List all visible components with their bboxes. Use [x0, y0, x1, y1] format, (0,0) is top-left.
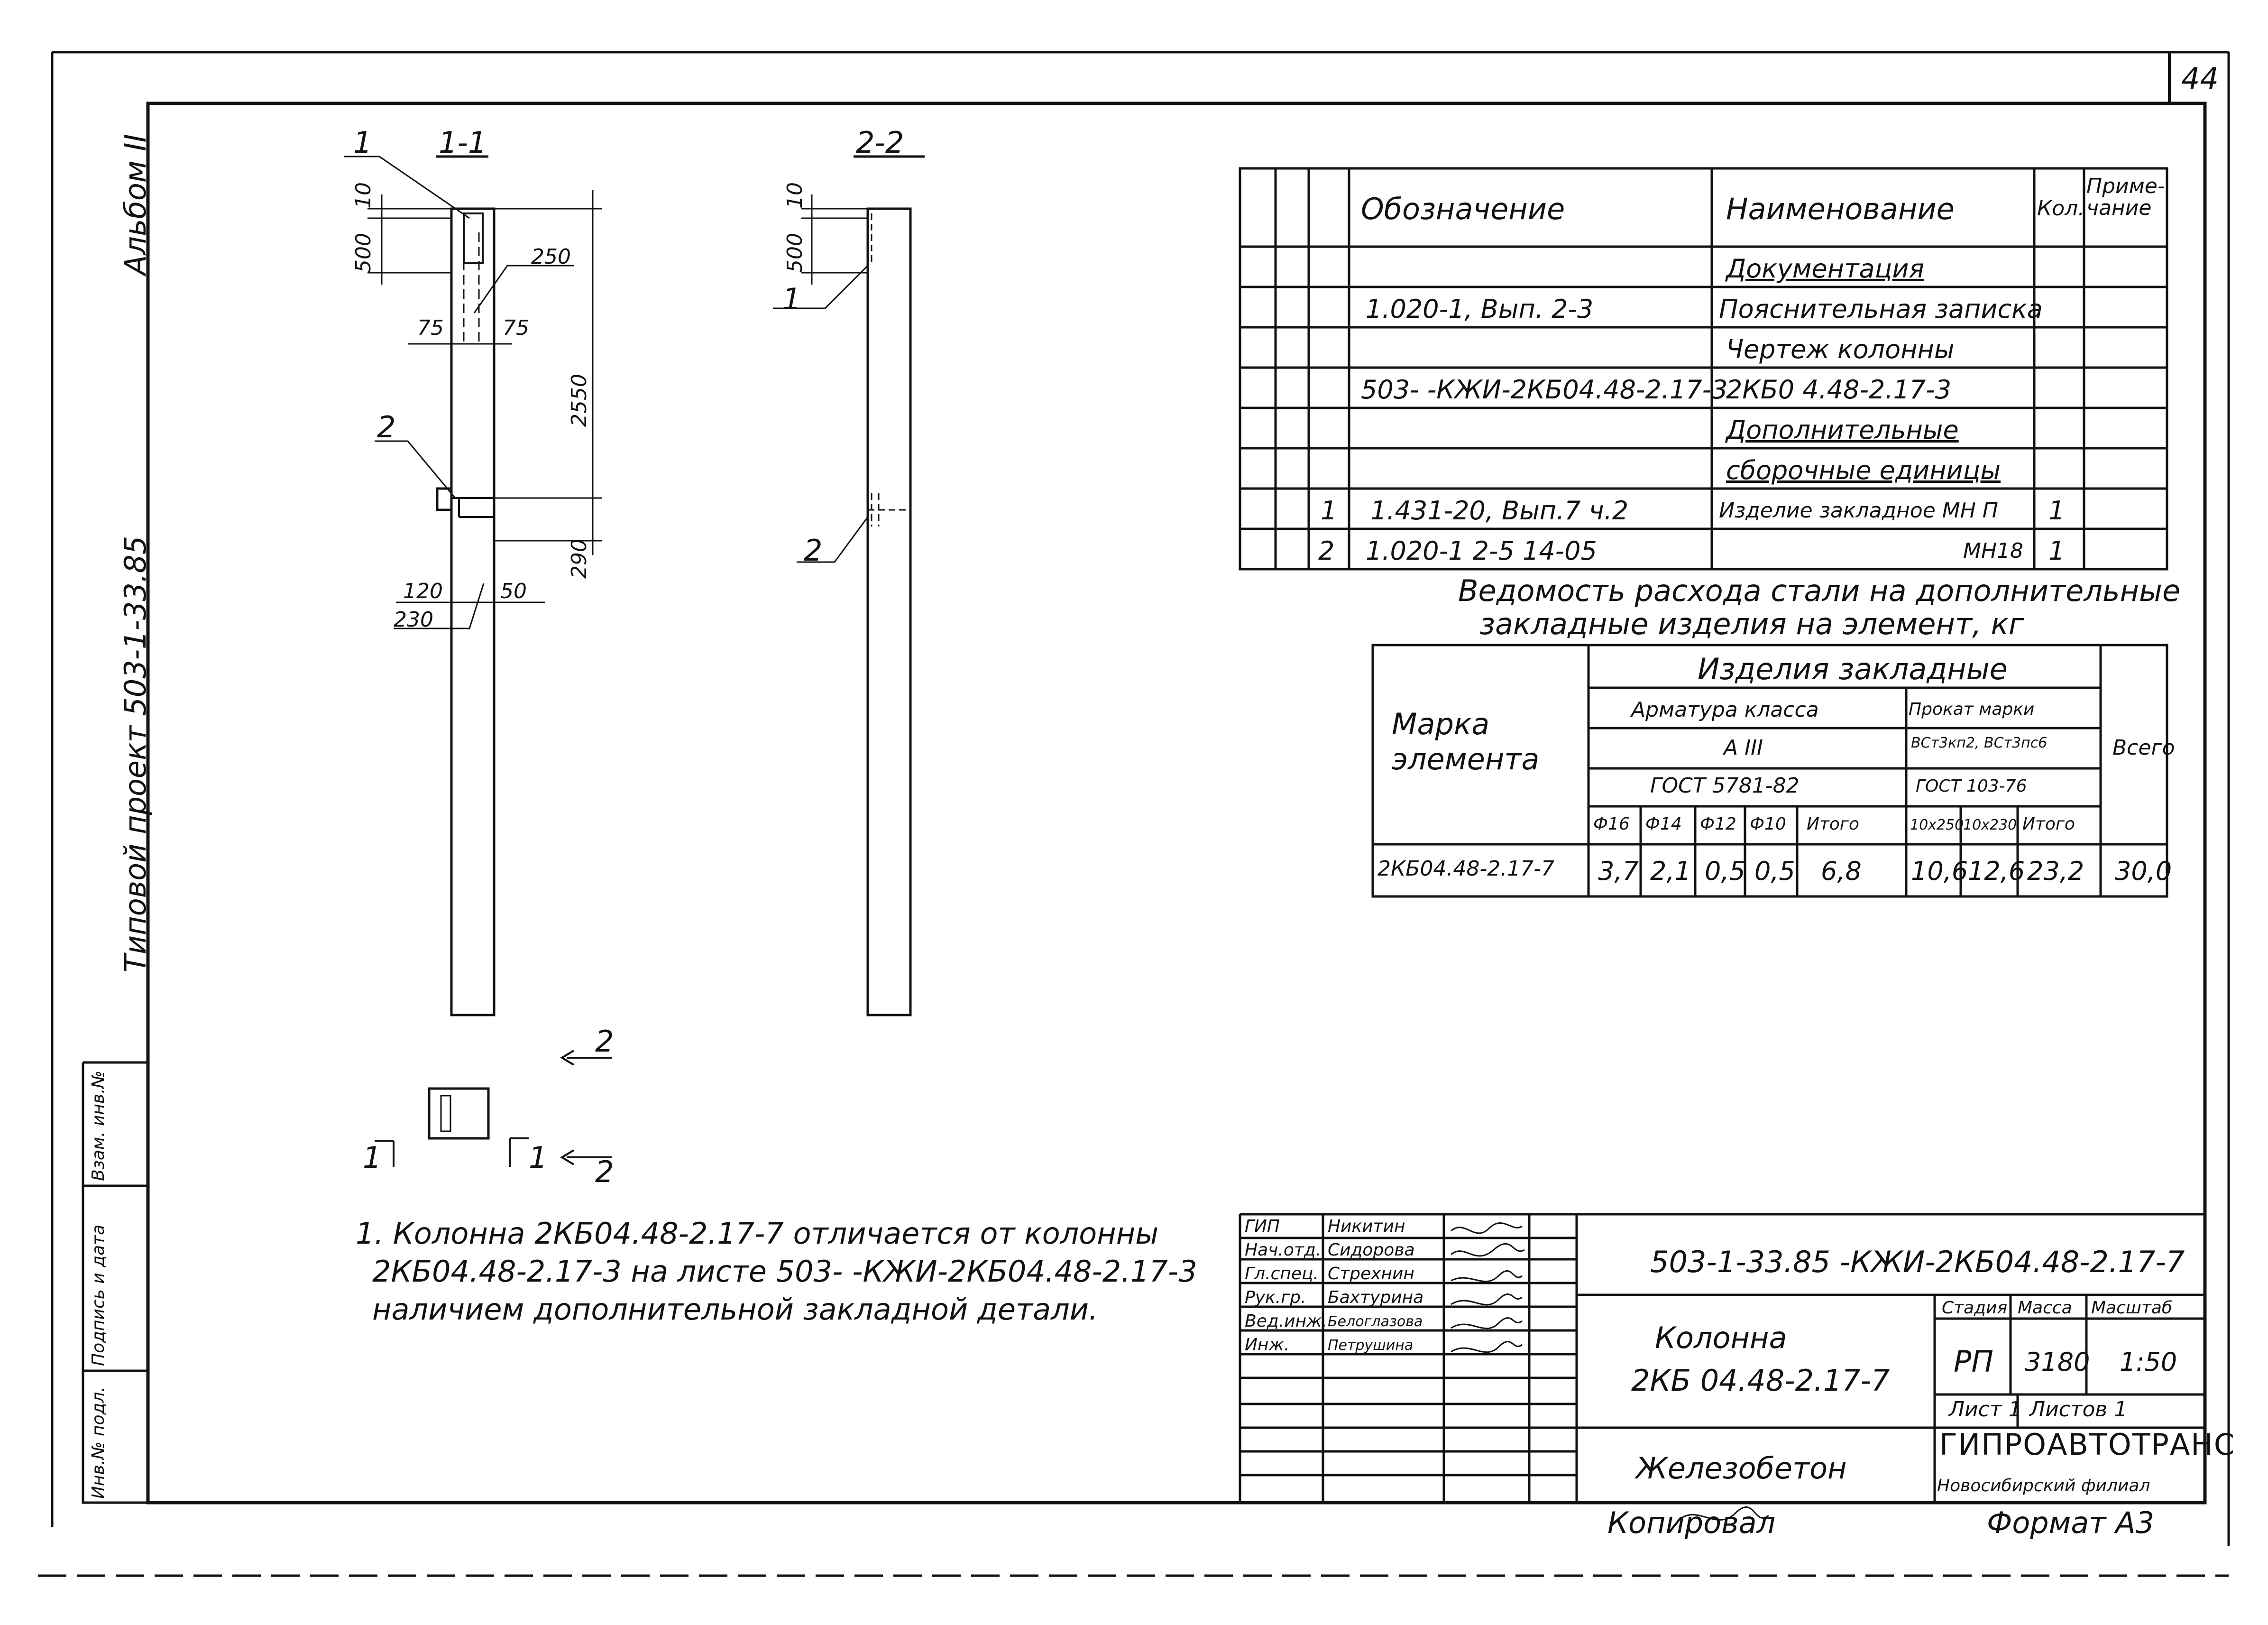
object-name-2: 2КБ 04.48-2.17-7 [1631, 1363, 1890, 1398]
plan-view [375, 1051, 612, 1167]
spec-row-7-qty: 1 [2048, 496, 2065, 526]
spec-header-name: Наименование [1726, 192, 1955, 226]
section-label-2-2: 2-2 [856, 125, 904, 160]
spec-row-1-name: Документация [1726, 254, 1924, 284]
steel-table-title-1: Ведомость расхода стали на дополнительные [1458, 573, 2181, 608]
name-5: Белоглазова [1328, 1313, 1423, 1330]
steel-mark-label: Марка элемента [1392, 707, 1540, 777]
copied-by: Копировал [1607, 1505, 1776, 1540]
plan-mark-2-bottom: 2 [595, 1154, 614, 1189]
steel-value-8: 23,2 [2027, 856, 2084, 886]
spec-header-note: Приме-чание [2086, 174, 2165, 221]
steel-arm: Арматура класса [1631, 698, 1819, 722]
callout-1: 1 [353, 125, 372, 160]
name-6: Петрушина [1328, 1337, 1414, 1354]
note-line-3: наличием дополнительной закладной детали. [372, 1292, 1098, 1327]
steel-value-3: 0,5 [1705, 856, 1745, 886]
sheet-label: Лист 1 [1949, 1397, 2022, 1422]
callout-1-b: 1 [782, 282, 801, 316]
name-2: Сидорова [1328, 1240, 1415, 1260]
steel-col-7: 10х230 [1963, 817, 2017, 833]
scale-header: Масштаб [2091, 1298, 2173, 1318]
dim-10-b: 10 [783, 182, 807, 209]
organization-name: ГИПРОАВТОТРАНС [1939, 1427, 2236, 1462]
scale-value: 1:50 [2120, 1347, 2177, 1377]
steel-col-1: Ф16 [1593, 814, 1630, 834]
spec-header-qty: Кол. [2037, 196, 2085, 221]
role-5: Вед.инж. [1245, 1311, 1327, 1331]
steel-value-1: 3,7 [1598, 856, 1639, 886]
name-3: Стрехнин [1328, 1264, 1414, 1283]
steel-table-title-2: закладные изделия на элемент, кг [1479, 607, 2024, 641]
spec-row-8-position: 2 [1318, 536, 1335, 566]
stamp-vzam-inv: Взам. инв.№ [89, 1071, 108, 1181]
stage-header: Стадия [1942, 1298, 2008, 1318]
drawing-code: 503-1-33.85 -КЖИ-2КБ04.48-2.17-7 [1650, 1245, 2185, 1279]
dim-10: 10 [351, 182, 376, 209]
spec-row-7-name: Изделие закладное МН П [1719, 499, 1998, 523]
role-3: Гл.спец. [1245, 1264, 1319, 1283]
dim-500-b: 500 [783, 233, 807, 273]
format-label: Формат А3 [1987, 1505, 2155, 1540]
plan-mark-1-right: 1 [529, 1140, 548, 1175]
dim-2550: 2550 [567, 374, 591, 427]
role-1: ГИП [1245, 1217, 1280, 1236]
steel-arm-class: А III [1724, 736, 1763, 760]
steel-value-4: 0,5 [1754, 856, 1795, 886]
steel-prokat-mark: ВСт3кп2, ВСт3пс6 [1911, 735, 2048, 751]
dim-75-left: 75 [417, 316, 444, 340]
steel-group: Изделия закладные [1698, 652, 2008, 686]
plan-mark-2-top: 2 [595, 1024, 614, 1059]
section-label-1-1: 1-1 [439, 125, 487, 160]
object-name-1: Колонна [1655, 1320, 1787, 1355]
spec-row-4-designation: 503- -КЖИ-2КБ04.48-2.17-3 [1361, 375, 1728, 405]
plan-mark-1-left: 1 [363, 1140, 382, 1175]
material: Железобетон [1636, 1451, 1847, 1486]
spec-header-designation: Обозначение [1361, 192, 1565, 226]
steel-col-4: Ф10 [1750, 814, 1786, 834]
sheets-label: Листов 1 [2029, 1397, 2128, 1422]
steel-value-2: 2,1 [1650, 856, 1691, 886]
callout-2: 2 [377, 410, 396, 444]
spec-row-7-designation: 1.431-20, Вып.7 ч.2 [1370, 496, 1629, 526]
steel-col-8: Итого [2022, 814, 2075, 834]
steel-value-5: 6,8 [1821, 856, 1862, 886]
role-6: Инж. [1245, 1335, 1290, 1355]
steel-value-7: 12,6 [1968, 856, 2025, 886]
steel-col-3: Ф12 [1700, 814, 1736, 834]
album-label: Альбом II [118, 134, 153, 275]
dim-75-right: 75 [503, 316, 529, 340]
spec-row-4-name: 2КБ0 4.48-2.17-3 [1726, 375, 1952, 405]
spec-row-8-designation: 1.020-1 2-5 14-05 [1366, 536, 1597, 566]
spec-row-5-name: Дополнительные [1726, 415, 1959, 445]
spec-row-7-position: 1 [1321, 496, 1337, 526]
sheet-number: 44 [2181, 61, 2219, 96]
steel-col-6: 10х250 [1910, 817, 1964, 833]
steel-col-5: Итого [1807, 814, 1859, 834]
steel-prokat-gost: ГОСТ 103-76 [1916, 776, 2027, 796]
dim-50: 50 [500, 579, 527, 603]
spec-row-8-qty: 1 [2048, 536, 2065, 566]
mass-header: Масса [2018, 1298, 2072, 1318]
column-section-1-1 [344, 157, 602, 1015]
steel-value-6: 10,6 [1911, 856, 1968, 886]
note-line-1: 1. Колонна 2КБ04.48-2.17-7 отличается от колонны [356, 1216, 1159, 1251]
steel-arm-gost: ГОСТ 5781-82 [1650, 774, 1800, 798]
note-line-2: 2КБ04.48-2.17-3 на листе 503- -КЖИ-2КБ04.48-2.17-3 [372, 1254, 1197, 1289]
stamp-signature-date: Подпись и дата [89, 1224, 108, 1366]
project-label: Типовой проект 503-1-33.85 [118, 536, 153, 972]
steel-col-2: Ф14 [1645, 814, 1682, 834]
callout-2-b: 2 [804, 533, 823, 568]
name-4: Бахтурина [1328, 1288, 1424, 1307]
dim-290: 290 [567, 539, 591, 579]
dim-250: 250 [531, 245, 571, 269]
steel-total-header: Всего [2112, 736, 2175, 760]
steel-row-mark: 2КБ04.48-2.17-7 [1377, 857, 1555, 881]
role-4: Рук.гр. [1245, 1288, 1306, 1307]
spec-row-3-name: Чертеж колонны [1726, 334, 1955, 364]
steel-prokat: Прокат марки [1909, 700, 2035, 719]
organization-branch: Новосибирский филиал [1937, 1476, 2150, 1496]
mass-value: 3180 [2025, 1347, 2090, 1377]
spec-row-8-name: МН18 [1963, 539, 2024, 563]
spec-row-2-designation: 1.020-1, Вып. 2-3 [1366, 294, 1594, 324]
dim-500: 500 [351, 233, 376, 273]
spec-row-2-name: Пояснительная записка [1719, 294, 2043, 324]
spec-row-6-name: сборочные единицы [1726, 455, 2001, 485]
name-1: Никитин [1328, 1217, 1405, 1236]
stage-value: РП [1954, 1344, 1994, 1379]
stamp-inv-podl: Инв.№ подл. [89, 1386, 108, 1499]
steel-total-value: 30,0 [2115, 856, 2172, 886]
dim-230: 230 [394, 608, 433, 632]
dim-120: 120 [403, 579, 443, 603]
role-2: Нач.отд. [1245, 1240, 1322, 1260]
